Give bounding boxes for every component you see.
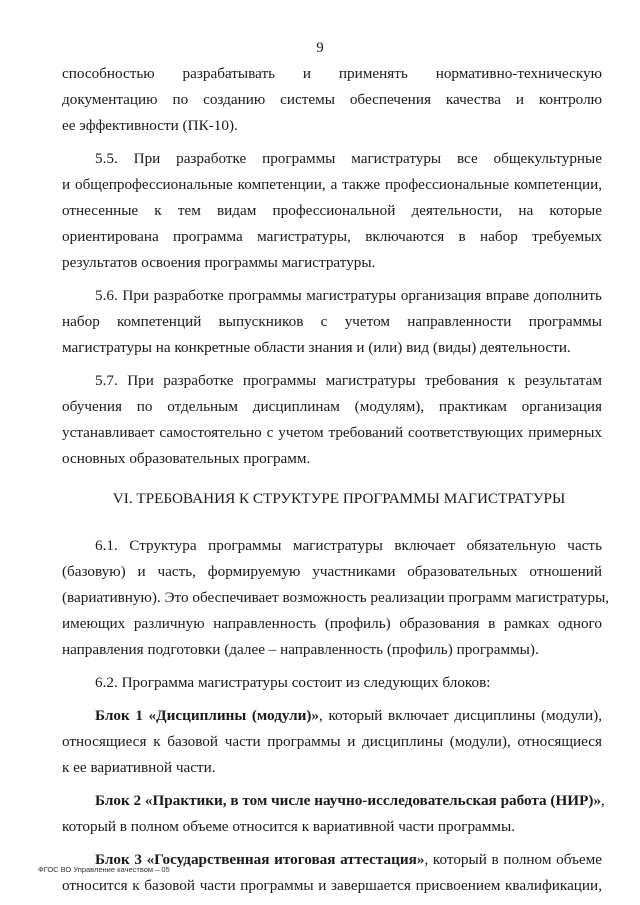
text-line — [62, 755, 602, 781]
text-segment: который в полном объеме относится к вариативной части программы. — [62, 818, 516, 835]
text-line — [62, 113, 602, 139]
text-segment: обучения по отдельным дисциплинам (модулям), практикам организация — [62, 398, 602, 415]
text-line — [62, 670, 602, 696]
text-segment: способностью разрабатывать и применять нормативно-техническую — [62, 65, 602, 82]
bold-text-segment: Блок 2 «Практики, в том числе научно-исследовательская работа (НИР)» — [95, 792, 602, 809]
text-segment: набор компетенций выпускников с учетом направленности программы — [62, 313, 602, 330]
text-segment: отнесенные к тем видам профессиональной деятельности, на которые — [62, 202, 602, 219]
text-line — [62, 61, 602, 87]
text-segment: 5.5. При разработке программы магистратуры все общекультурные — [95, 150, 602, 167]
text-line — [62, 87, 602, 113]
text-segment: 5.6. При разработке программы магистратуры организация вправе дополнить — [95, 287, 602, 304]
text-segment: магистратуры на конкретные области знания и (или) вид (виды) деятельности. — [62, 339, 571, 356]
text-segment: к ее вариативной части. — [62, 759, 216, 776]
text-line — [62, 729, 602, 755]
section-heading — [62, 486, 602, 512]
text-line — [62, 368, 602, 394]
text-line — [62, 559, 602, 585]
text-line — [62, 611, 602, 637]
text-line — [62, 637, 602, 663]
text-segment: и общепрофессиональные компетенции, а также профессиональные компетенции, — [62, 176, 602, 193]
text-segment: основных образовательных программ. — [62, 450, 311, 467]
heading-text: VI. ТРЕБОВАНИЯ К СТРУКТУРЕ ПРОГРАММЫ МАГИСТРАТУРЫ — [112, 490, 566, 507]
text-segment: , — [601, 792, 605, 809]
text-line — [62, 335, 602, 361]
text-segment: (вариативную). Это обеспечивает возможность реализации программ магистратуры, — [62, 589, 610, 606]
text-line — [62, 283, 602, 309]
text-segment: относится к базовой части программы и завершается присвоением квалификации, — [62, 877, 602, 894]
text-segment: , который включает дисциплины (модули), — [319, 707, 602, 724]
text-line — [62, 814, 602, 840]
footer-text: ФГОС ВО Управление качеством – 05 — [38, 865, 170, 874]
bold-text-segment: Блок 1 «Дисциплины (модули)» — [95, 707, 320, 724]
text-segment: результатов освоения программы магистратуры. — [62, 254, 376, 271]
text-segment: ориентирована программа магистратуры, включаются в набор требуемых — [62, 228, 602, 245]
text-line — [62, 585, 610, 611]
text-segment: направления подготовки (далее – направленность (профиль) программы). — [62, 641, 539, 658]
text-segment: устанавливает самостоятельно с учетом требований соответствующих примерных — [62, 424, 602, 441]
body-text — [62, 61, 610, 899]
text-line — [62, 146, 602, 172]
text-segment: ее эффективности (ПК-10). — [62, 117, 238, 134]
bold-text-segment: Блок 3 «Государственная итоговая аттестация» — [95, 851, 425, 868]
text-segment: 5.7. При разработке программы магистратуры требования к результатам — [95, 372, 602, 389]
text-line — [62, 873, 602, 899]
text-line — [62, 394, 602, 420]
text-line — [62, 703, 602, 729]
text-line — [62, 420, 602, 446]
text-line — [62, 309, 602, 335]
text-line — [62, 446, 602, 472]
text-segment: (базовую) и часть, формируемую участниками образовательных отношений — [62, 563, 602, 580]
text-segment: документацию по созданию системы обеспечения качества и контролю — [62, 91, 602, 108]
text-segment: 6.1. Структура программы магистратуры включает обязательную часть — [95, 537, 602, 554]
text-line — [62, 172, 602, 198]
text-line — [62, 533, 602, 559]
text-line — [62, 198, 602, 224]
text-segment: , который в полном объеме — [424, 851, 602, 868]
text-segment: имеющих различную направленность (профиль) образования в рамках одного — [62, 615, 602, 632]
text-segment: относящиеся к базовой части программы и дисциплины (модули), относящиеся — [62, 733, 602, 750]
text-line — [62, 250, 602, 276]
page-number: 9 — [316, 40, 324, 56]
text-segment: 6.2. Программа магистратуры состоит из следующих блоков: — [95, 674, 491, 691]
text-line — [62, 224, 602, 250]
text-line — [62, 788, 605, 814]
